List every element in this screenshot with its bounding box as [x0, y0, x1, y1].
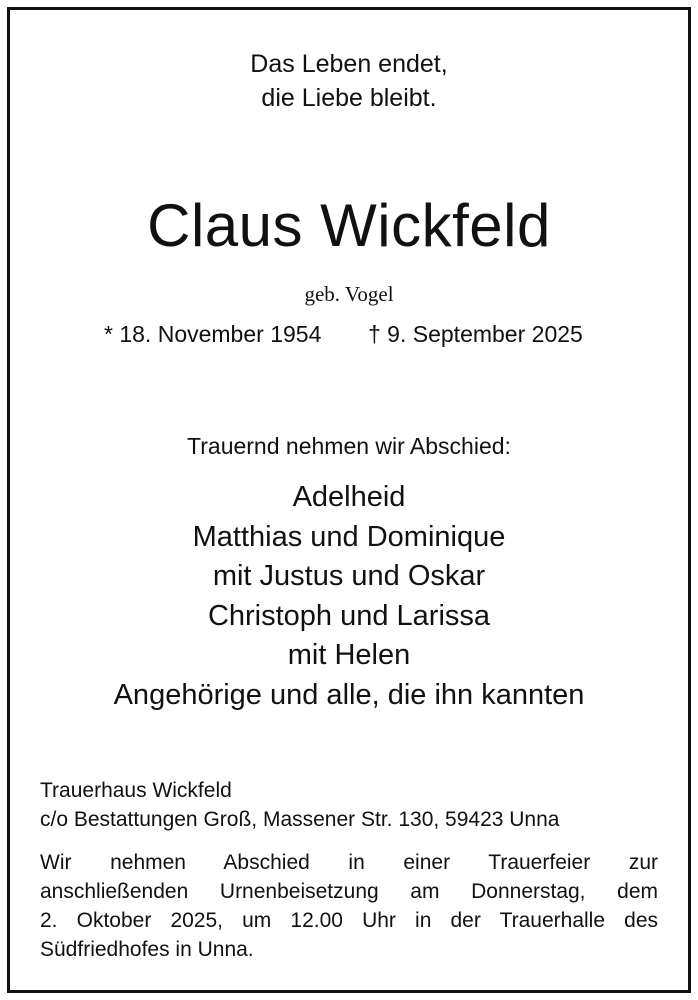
- service-line-4: Südfriedhofes in Unna.: [40, 938, 254, 961]
- mourner-line: mit Justus und Oskar: [212, 560, 486, 592]
- mourners-list: [0, 478, 698, 715]
- farewell-intro: Trauernd nehmen wir Abschied:: [187, 433, 511, 459]
- mourner-line: Adelheid: [292, 481, 406, 513]
- mourning-house-address: [40, 776, 660, 834]
- mourner-line: Matthias und Dominique: [192, 520, 506, 553]
- birth-date: * 18. November 1954: [104, 321, 322, 347]
- motto-line-2: die Liebe bleibt.: [261, 84, 437, 112]
- service-announcement: [40, 848, 658, 964]
- address-line-1: Trauerhaus Wickfeld: [40, 779, 232, 802]
- motto: [0, 47, 698, 115]
- mourner-line: Angehörige und alle, die ihn kannten: [113, 678, 585, 711]
- mourner-line: mit Helen: [287, 639, 411, 671]
- service-line-1: Wir nehmen Abschied in einer Trauerfeier zur: [40, 851, 658, 874]
- service-line-2: anschließenden Urnenbeisetzung am Donnerstag, dem: [40, 880, 658, 903]
- mourner-line: Christoph und Larissa: [207, 599, 491, 632]
- deceased-name: Claus Wickfeld: [147, 192, 551, 259]
- maiden-name: geb. Vogel: [304, 282, 394, 306]
- death-date: † 9. September 2025: [368, 321, 583, 347]
- address-line-2: c/o Bestattungen Groß, Massener Str. 130, 59423 Unna: [40, 808, 560, 831]
- motto-line-1: Das Leben endet,: [250, 50, 448, 78]
- service-line-3: 2. Oktober 2025, um 12.00 Uhr in der Trauerhalle des: [40, 909, 658, 932]
